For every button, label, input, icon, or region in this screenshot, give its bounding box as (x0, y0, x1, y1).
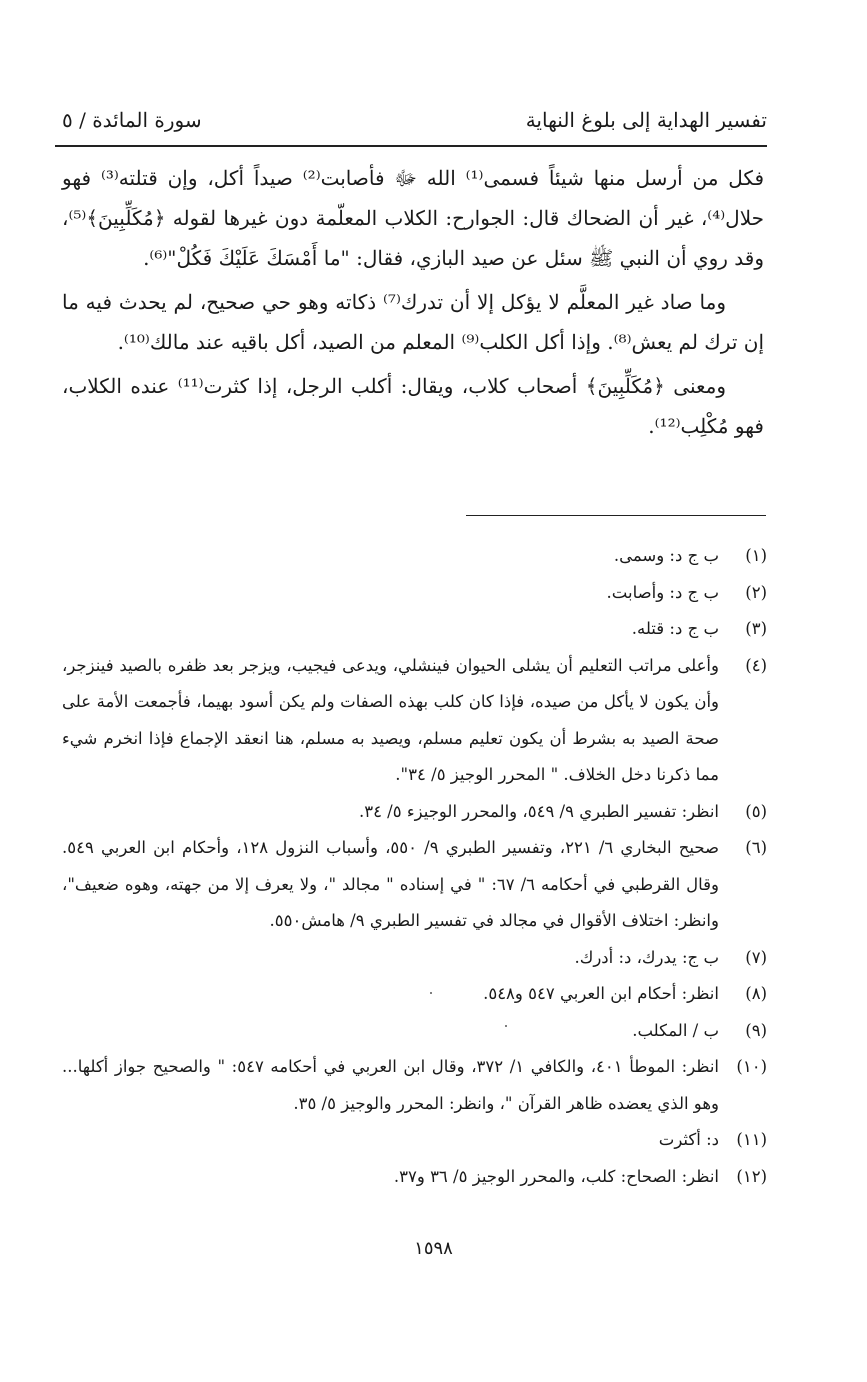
paragraph-3: ومعنى ﴿مُكَلِّبِينَ﴾ أصحاب كلاب، ويقال: أكلب الرجل، إذا كثرت⁽¹¹⁾ عنده الكلاب، فهو مُكْلِب⁽¹²⁾. (62, 374, 764, 438)
footnote-number: (١٢) (736, 1166, 767, 1186)
footnote-number: (٦) (745, 838, 767, 857)
page-header (62, 100, 767, 140)
footnote (62, 1049, 767, 1122)
scan-speck (505, 1025, 507, 1027)
footnote-text: ب / المكلب. (632, 1020, 719, 1040)
surah-label: سورة المائدة / ٥ (62, 108, 202, 132)
footnote-number: (٨) (745, 984, 767, 1003)
footnote (62, 1122, 767, 1159)
footnote (62, 830, 767, 940)
footnote-text: صحيح البخاري ٦/ ٢٢١، وتفسير الطبري ٩/ ٥٥٠، وأسباب النزول ١٢٨، وأحكام ابن العربي ٥٤٩. وقال القرطبي في أحكامه ٦/ ٦٧: " في إسناده " مجالد "، ولا يعرف إلا من جهته، وهوه ضعيف"، وانظر: اختلاف الأقوال في مجالد في تفسير الطبري ٩/ هامش٥٥٠. (62, 838, 720, 930)
page-number: ١٥٩٨ (414, 1238, 453, 1259)
footnote-text: ب ج د: وسمى. (613, 546, 719, 565)
scan-speck (430, 992, 432, 994)
footnote (62, 611, 767, 648)
footnote (62, 1159, 767, 1196)
footnote (62, 976, 767, 1013)
footnote-text: د: أكثرت (658, 1130, 719, 1149)
footnote-number: (١) (745, 546, 767, 565)
footnote-separator (466, 515, 766, 516)
footnote-number: (١١) (736, 1130, 767, 1149)
header-rule (55, 145, 767, 147)
footnote (62, 648, 767, 794)
footnote-text: ب ج د: وأصابت. (606, 582, 719, 602)
footnote (62, 794, 767, 831)
footnote-text: انظر: الموطأ ٤٠١، والكافي ١/ ٣٧٢، وقال ابن العربي في أحكامه ٥٤٧: " والصحيح جواز أكلها... وهو الذي يعضده ظاهر القرآن "، وانظر: المحرر والوجيز ٥/ ٣٥. (62, 1057, 720, 1113)
footnote-text: انظر: أحكام ابن العربي ٥٤٧ و٥٤٨. (483, 984, 719, 1003)
footnote-number: (٧) (745, 947, 767, 967)
footnote-text: ب ج: يدرك، د: أدرك. (574, 947, 719, 967)
footnotes (62, 538, 767, 1195)
footnote-number: (٢) (745, 582, 767, 602)
footnote-text: ب ج د: قتله. (631, 619, 719, 638)
footnote-number: (٥) (745, 801, 767, 821)
footnote-number: (٣) (745, 619, 767, 638)
footnote-text: انظر: الصحاح: كلب، والمحرر الوجيز ٥/ ٣٦ و٣٧. (393, 1166, 719, 1186)
paragraph-2: وما صاد غير المعلَّم لا يؤكل إلا أن تدرك⁽⁷⁾ ذكاته وهو حي صحيح، لم يحدث فيه ما إن ترك لم يعش⁽⁸⁾. وإذا أكل الكلب⁽⁹⁾ المعلم من الصيد، أكل باقيه عند مالك⁽¹⁰⁾. (62, 290, 764, 354)
footnote-text: انظر: تفسير الطبري ٩/ ٥٤٩، والمحرر الوجيزء ٥/ ٣٤. (358, 801, 719, 821)
footnote (62, 1013, 767, 1050)
book-title: تفسير الهداية إلى بلوغ النهاية (525, 108, 767, 132)
footnote (62, 538, 767, 575)
footnote-number: (٩) (745, 1020, 767, 1040)
paragraph-1: فكل من أرسل منها شيئاً فسمى⁽¹⁾ الله ﷻ فأصابت⁽²⁾ صيداً أكل، وإن قتلته⁽³⁾ فهو حلال⁽⁴⁾، غير أن الضحاك قال: الجوارح: الكلاب المعلّمة دون غيرها لقوله ﴿مُكَلِّبِينَ﴾⁽⁵⁾، وقد روي أن النبي ﷺ سئل عن صيد البازي، فقال: "ما أَمْسَكَ عَلَيْكَ فَكُلْ"⁽⁶⁾. (62, 166, 764, 270)
main-text (62, 158, 764, 450)
footnote (62, 575, 767, 612)
footnote-text: وأعلى مراتب التعليم أن يشلى الحيوان فينشلي، ويدعى فيجيب، ويزجر بعد ظفره بالصيد فينزجر، وأن يكون لا يأكل من صيده، فإذا كان كلب بهذه الصفات ولم يكن أسود بهيما، فأجمعت الأمة على صحة الصيد به بشرط أن يكون تعليم مسلم، ويصيد به مسلم، هنا انعقد الإجماع فإذا انخرم شيء مما ذكرنا دخل الخلاف. " المحرر الوجيز ٥/ ٣٤". (62, 655, 719, 784)
footnote (62, 940, 767, 977)
footnote-number: (١٠) (736, 1057, 767, 1076)
footnote-number: (٤) (745, 655, 767, 675)
